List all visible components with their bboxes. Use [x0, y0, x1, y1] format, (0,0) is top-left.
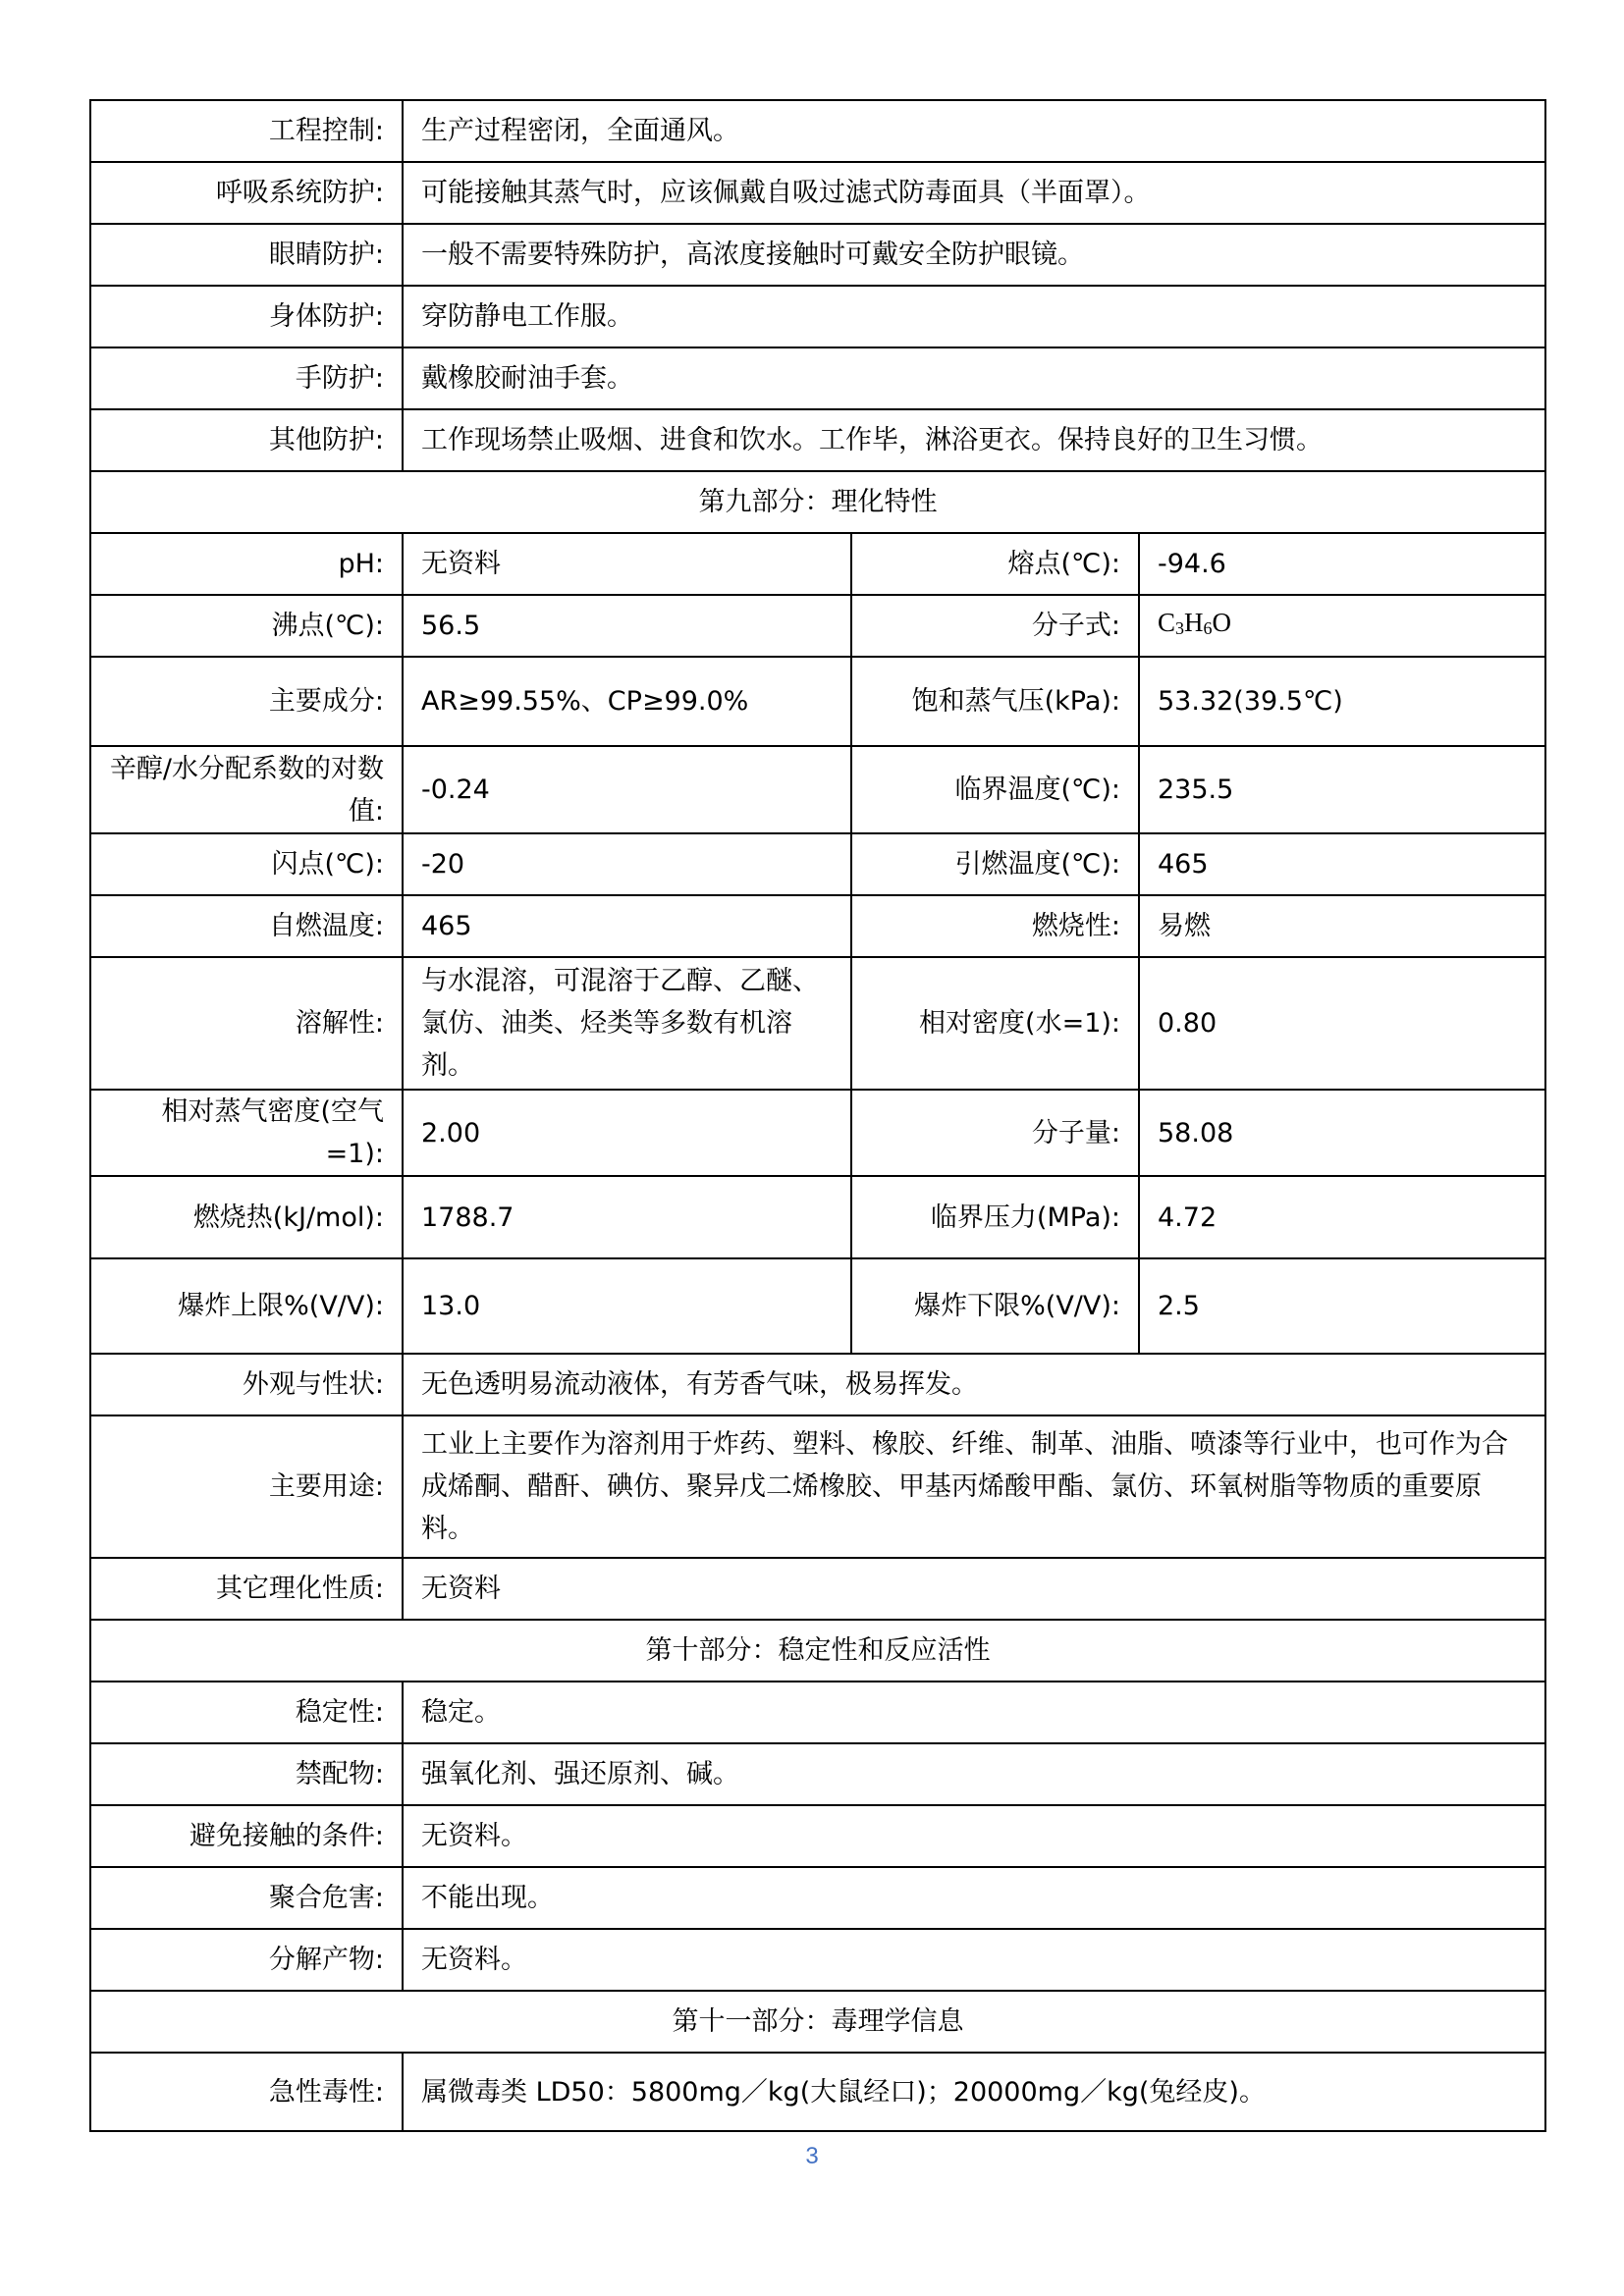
- row-composition-vapor-pressure: [90, 657, 1545, 746]
- hand-protection-label: 手防护:: [90, 347, 403, 409]
- row-conditions-to-avoid: [90, 1805, 1545, 1867]
- row-respiratory-protection: [90, 162, 1545, 224]
- section-11-title: 第十一部分：毒理学信息: [90, 1991, 1545, 2053]
- acute-toxicity-label: 急性毒性:: [90, 2053, 403, 2131]
- main-composition-value: AR≥99.55%、CP≥99.0%: [403, 657, 851, 746]
- msds-table: [89, 99, 1546, 2132]
- combustion-heat-value: 1788.7: [403, 1176, 851, 1258]
- boiling-point-value: 56.5: [403, 595, 851, 657]
- critical-temperature-label: 临界温度(℃):: [851, 746, 1139, 833]
- row-polymerization-hazard: [90, 1867, 1545, 1929]
- engineering-control-label: 工程控制:: [90, 100, 403, 162]
- solubility-label: 溶解性:: [90, 957, 403, 1090]
- row-octanol-critical-temp: [90, 746, 1545, 833]
- decomposition-products-value: 无资料。: [403, 1929, 1545, 1991]
- polymerization-hazard-label: 聚合危害:: [90, 1867, 403, 1929]
- molecular-weight-label: 分子量:: [851, 1090, 1139, 1176]
- row-other-properties: [90, 1558, 1545, 1620]
- flammability-value: 易燃: [1139, 895, 1545, 957]
- flash-point-value: -20: [403, 833, 851, 895]
- vapor-density-value: 2.00: [403, 1090, 851, 1176]
- row-body-protection: [90, 286, 1545, 347]
- ph-value: 无资料: [403, 533, 851, 595]
- appearance-value: 无色透明易流动液体，有芳香气味，极易挥发。: [403, 1354, 1545, 1415]
- critical-temperature-value: 235.5: [1139, 746, 1545, 833]
- other-properties-label: 其它理化性质:: [90, 1558, 403, 1620]
- row-ph-melting: [90, 533, 1545, 595]
- molecular-formula-label: 分子式:: [851, 595, 1139, 657]
- ignition-temperature-label: 引燃温度(℃):: [851, 833, 1139, 895]
- row-solubility-density: [90, 957, 1545, 1090]
- vapor-pressure-label: 饱和蒸气压(kPa):: [851, 657, 1139, 746]
- body-protection-label: 身体防护:: [90, 286, 403, 347]
- main-uses-value: 工业上主要作为溶剂用于炸药、塑料、橡胶、纤维、制革、油脂、喷漆等行业中，也可作为合成烯酮、醋酐、碘仿、聚异戊二烯橡胶、甲基丙烯酸甲酯、氯仿、环氧树脂等物质的重要原料。: [403, 1415, 1545, 1558]
- row-appearance: [90, 1354, 1545, 1415]
- row-other-protection: [90, 409, 1545, 471]
- section-11-header-row: [90, 1991, 1545, 2053]
- autoignition-value: 465: [403, 895, 851, 957]
- section-10-header-row: [90, 1620, 1545, 1682]
- explosion-upper-limit-value: 13.0: [403, 1258, 851, 1354]
- formula-c: C: [1158, 608, 1176, 637]
- row-stability: [90, 1682, 1545, 1743]
- row-vapor-density-molweight: [90, 1090, 1545, 1176]
- row-eye-protection: [90, 224, 1545, 286]
- main-composition-label: 主要成分:: [90, 657, 403, 746]
- flash-point-label: 闪点(℃):: [90, 833, 403, 895]
- row-engineering-control: [90, 100, 1545, 162]
- other-properties-value: 无资料: [403, 1558, 1545, 1620]
- row-incompatible-materials: [90, 1743, 1545, 1805]
- hand-protection-value: 戴橡胶耐油手套。: [403, 347, 1545, 409]
- respiratory-protection-value: 可能接触其蒸气时，应该佩戴自吸过滤式防毒面具（半面罩）。: [403, 162, 1545, 224]
- row-hand-protection: [90, 347, 1545, 409]
- vapor-density-label: 相对蒸气密度(空气=1):: [90, 1090, 403, 1176]
- molecular-formula-value: [1139, 595, 1545, 657]
- melting-point-label: 熔点(℃):: [851, 533, 1139, 595]
- body-protection-value: 穿防静电工作服。: [403, 286, 1545, 347]
- section-9-title: 第九部分：理化特性: [90, 471, 1545, 533]
- vapor-pressure-value: 53.32(39.5℃): [1139, 657, 1545, 746]
- explosion-lower-limit-value: 2.5: [1139, 1258, 1545, 1354]
- melting-point-value: -94.6: [1139, 533, 1545, 595]
- conditions-to-avoid-value: 无资料。: [403, 1805, 1545, 1867]
- row-combustion-critical-pressure: [90, 1176, 1545, 1258]
- octanol-water-label: 辛醇/水分配系数的对数值:: [90, 746, 403, 833]
- flammability-label: 燃烧性:: [851, 895, 1139, 957]
- formula-c-count: 3: [1175, 618, 1185, 638]
- stability-value: 稳定。: [403, 1682, 1545, 1743]
- conditions-to-avoid-label: 避免接触的条件:: [90, 1805, 403, 1867]
- other-protection-value: 工作现场禁止吸烟、进食和饮水。工作毕，淋浴更衣。保持良好的卫生习惯。: [403, 409, 1545, 471]
- explosion-lower-limit-label: 爆炸下限%(V/V):: [851, 1258, 1139, 1354]
- row-flash-ignition: [90, 833, 1545, 895]
- critical-pressure-value: 4.72: [1139, 1176, 1545, 1258]
- explosion-upper-limit-label: 爆炸上限%(V/V):: [90, 1258, 403, 1354]
- engineering-control-value: 生产过程密闭，全面通风。: [403, 100, 1545, 162]
- relative-density-label: 相对密度(水=1):: [851, 957, 1139, 1090]
- molecular-weight-value: 58.08: [1139, 1090, 1545, 1176]
- formula-h-count: 6: [1203, 618, 1213, 638]
- row-decomposition-products: [90, 1929, 1545, 1991]
- respiratory-protection-label: 呼吸系统防护:: [90, 162, 403, 224]
- eye-protection-value: 一般不需要特殊防护，高浓度接触时可戴安全防护眼镜。: [403, 224, 1545, 286]
- row-boiling-formula: [90, 595, 1545, 657]
- ignition-temperature-value: 465: [1139, 833, 1545, 895]
- relative-density-value: 0.80: [1139, 957, 1545, 1090]
- incompatible-materials-value: 强氧化剂、强还原剂、碱。: [403, 1743, 1545, 1805]
- stability-label: 稳定性:: [90, 1682, 403, 1743]
- acute-toxicity-value: 属微毒类 LD50：5800mg／kg(大鼠经口)；20000mg／kg(兔经皮)。: [403, 2053, 1545, 2131]
- autoignition-label: 自燃温度:: [90, 895, 403, 957]
- page-number: 3: [805, 2143, 819, 2169]
- critical-pressure-label: 临界压力(MPa):: [851, 1176, 1139, 1258]
- combustion-heat-label: 燃烧热(kJ/mol):: [90, 1176, 403, 1258]
- polymerization-hazard-value: 不能出现。: [403, 1867, 1545, 1929]
- other-protection-label: 其他防护:: [90, 409, 403, 471]
- eye-protection-label: 眼睛防护:: [90, 224, 403, 286]
- formula-h: H: [1184, 608, 1204, 637]
- decomposition-products-label: 分解产物:: [90, 1929, 403, 1991]
- ph-label: pH:: [90, 533, 403, 595]
- octanol-water-value: -0.24: [403, 746, 851, 833]
- section-9-header-row: [90, 471, 1545, 533]
- row-explosion-limits: [90, 1258, 1545, 1354]
- formula-o: O: [1212, 608, 1232, 637]
- main-uses-label: 主要用途:: [90, 1415, 403, 1558]
- row-main-uses: [90, 1415, 1545, 1558]
- section-10-title: 第十部分：稳定性和反应活性: [90, 1620, 1545, 1682]
- row-autoignition-flammability: [90, 895, 1545, 957]
- boiling-point-label: 沸点(℃):: [90, 595, 403, 657]
- appearance-label: 外观与性状:: [90, 1354, 403, 1415]
- solubility-value: 与水混溶，可混溶于乙醇、乙醚、氯仿、油类、烃类等多数有机溶剂。: [403, 957, 851, 1090]
- incompatible-materials-label: 禁配物:: [90, 1743, 403, 1805]
- row-acute-toxicity: [90, 2053, 1545, 2131]
